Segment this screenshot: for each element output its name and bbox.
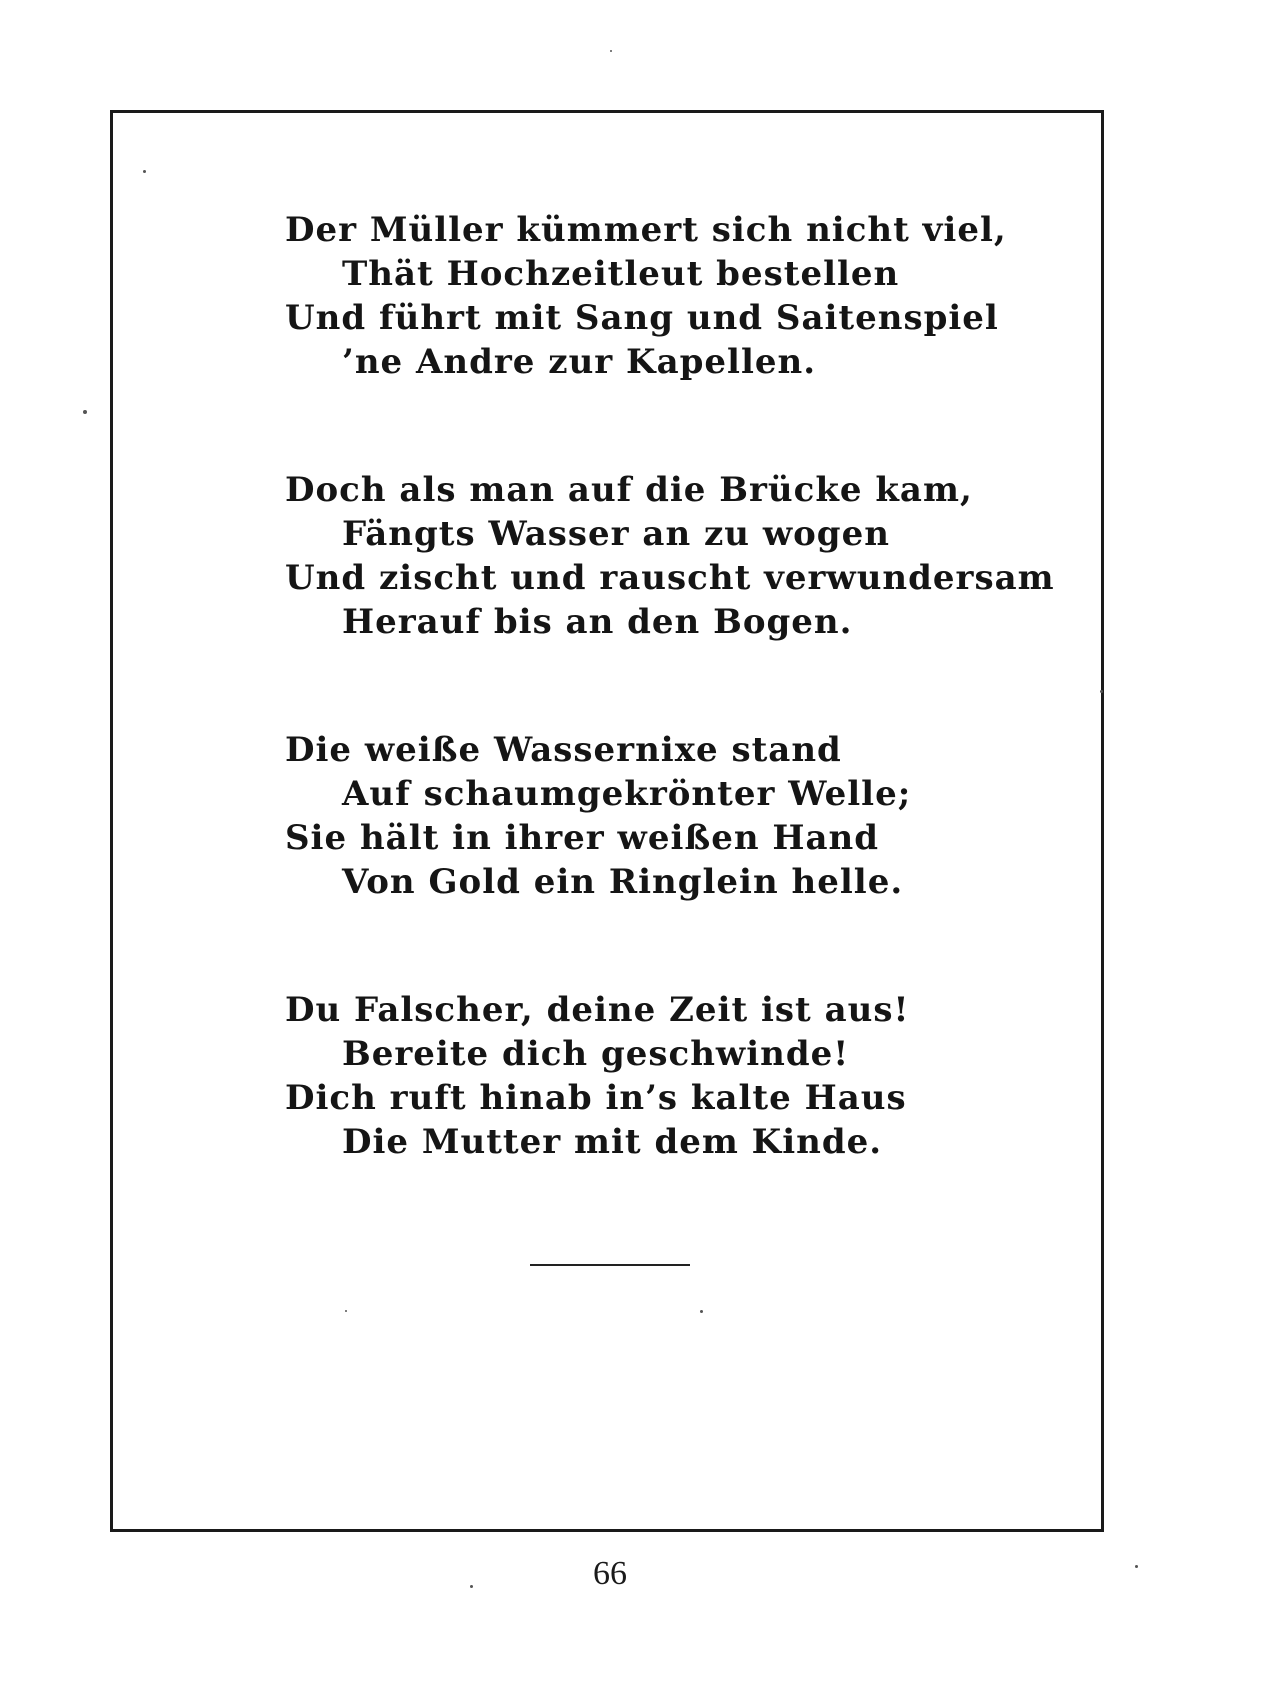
page-number: 66 (593, 1555, 627, 1592)
scan-speck (700, 1310, 703, 1313)
scan-speck (143, 170, 146, 173)
poem-line: Der Müller kümmert sich nicht viel, (285, 210, 1007, 250)
poem-line: ’ne Andre zur Kapellen. (342, 342, 817, 382)
poem (285, 208, 1055, 1248)
stanza-1 (285, 208, 1007, 384)
poem-line: Und zischt und rauscht verwundersam (285, 558, 1055, 598)
poem-line: Herauf bis an den Bogen. (342, 602, 853, 642)
poem-line: Die weiße Wassernixe stand (285, 730, 842, 770)
poem-line: Du Falscher, deine Zeit ist aus! (285, 990, 910, 1030)
stanza-4 (285, 988, 985, 1164)
stanza-2 (285, 468, 1055, 644)
poem-line: Dich ruft hinab in’s kalte Haus (285, 1078, 907, 1118)
end-rule (530, 1264, 690, 1266)
poem-line: Sie hält in ihrer weißen Hand (285, 818, 880, 858)
poem-line: Thät Hochzeitleut bestellen (342, 254, 900, 294)
scan-speck (1100, 690, 1103, 693)
scan-speck (470, 1585, 473, 1588)
poem-line: Auf schaumgekrönter Welle; (342, 774, 912, 814)
scan-speck (610, 50, 612, 52)
poem-line: Und führt mit Sang und Saitenspiel (285, 298, 999, 338)
scan-speck (83, 410, 87, 414)
poem-line: Von Gold ein Ringlein helle. (342, 862, 904, 902)
poem-line: Doch als man auf die Brücke kam, (285, 470, 973, 510)
scan-speck (1135, 1565, 1138, 1568)
poem-line: Die Mutter mit dem Kinde. (342, 1122, 883, 1162)
scan-speck (345, 1310, 347, 1312)
poem-line: Bereite dich geschwinde! (342, 1034, 850, 1074)
stanza-3 (285, 728, 985, 904)
poem-line: Fängts Wasser an zu wogen (342, 514, 890, 554)
